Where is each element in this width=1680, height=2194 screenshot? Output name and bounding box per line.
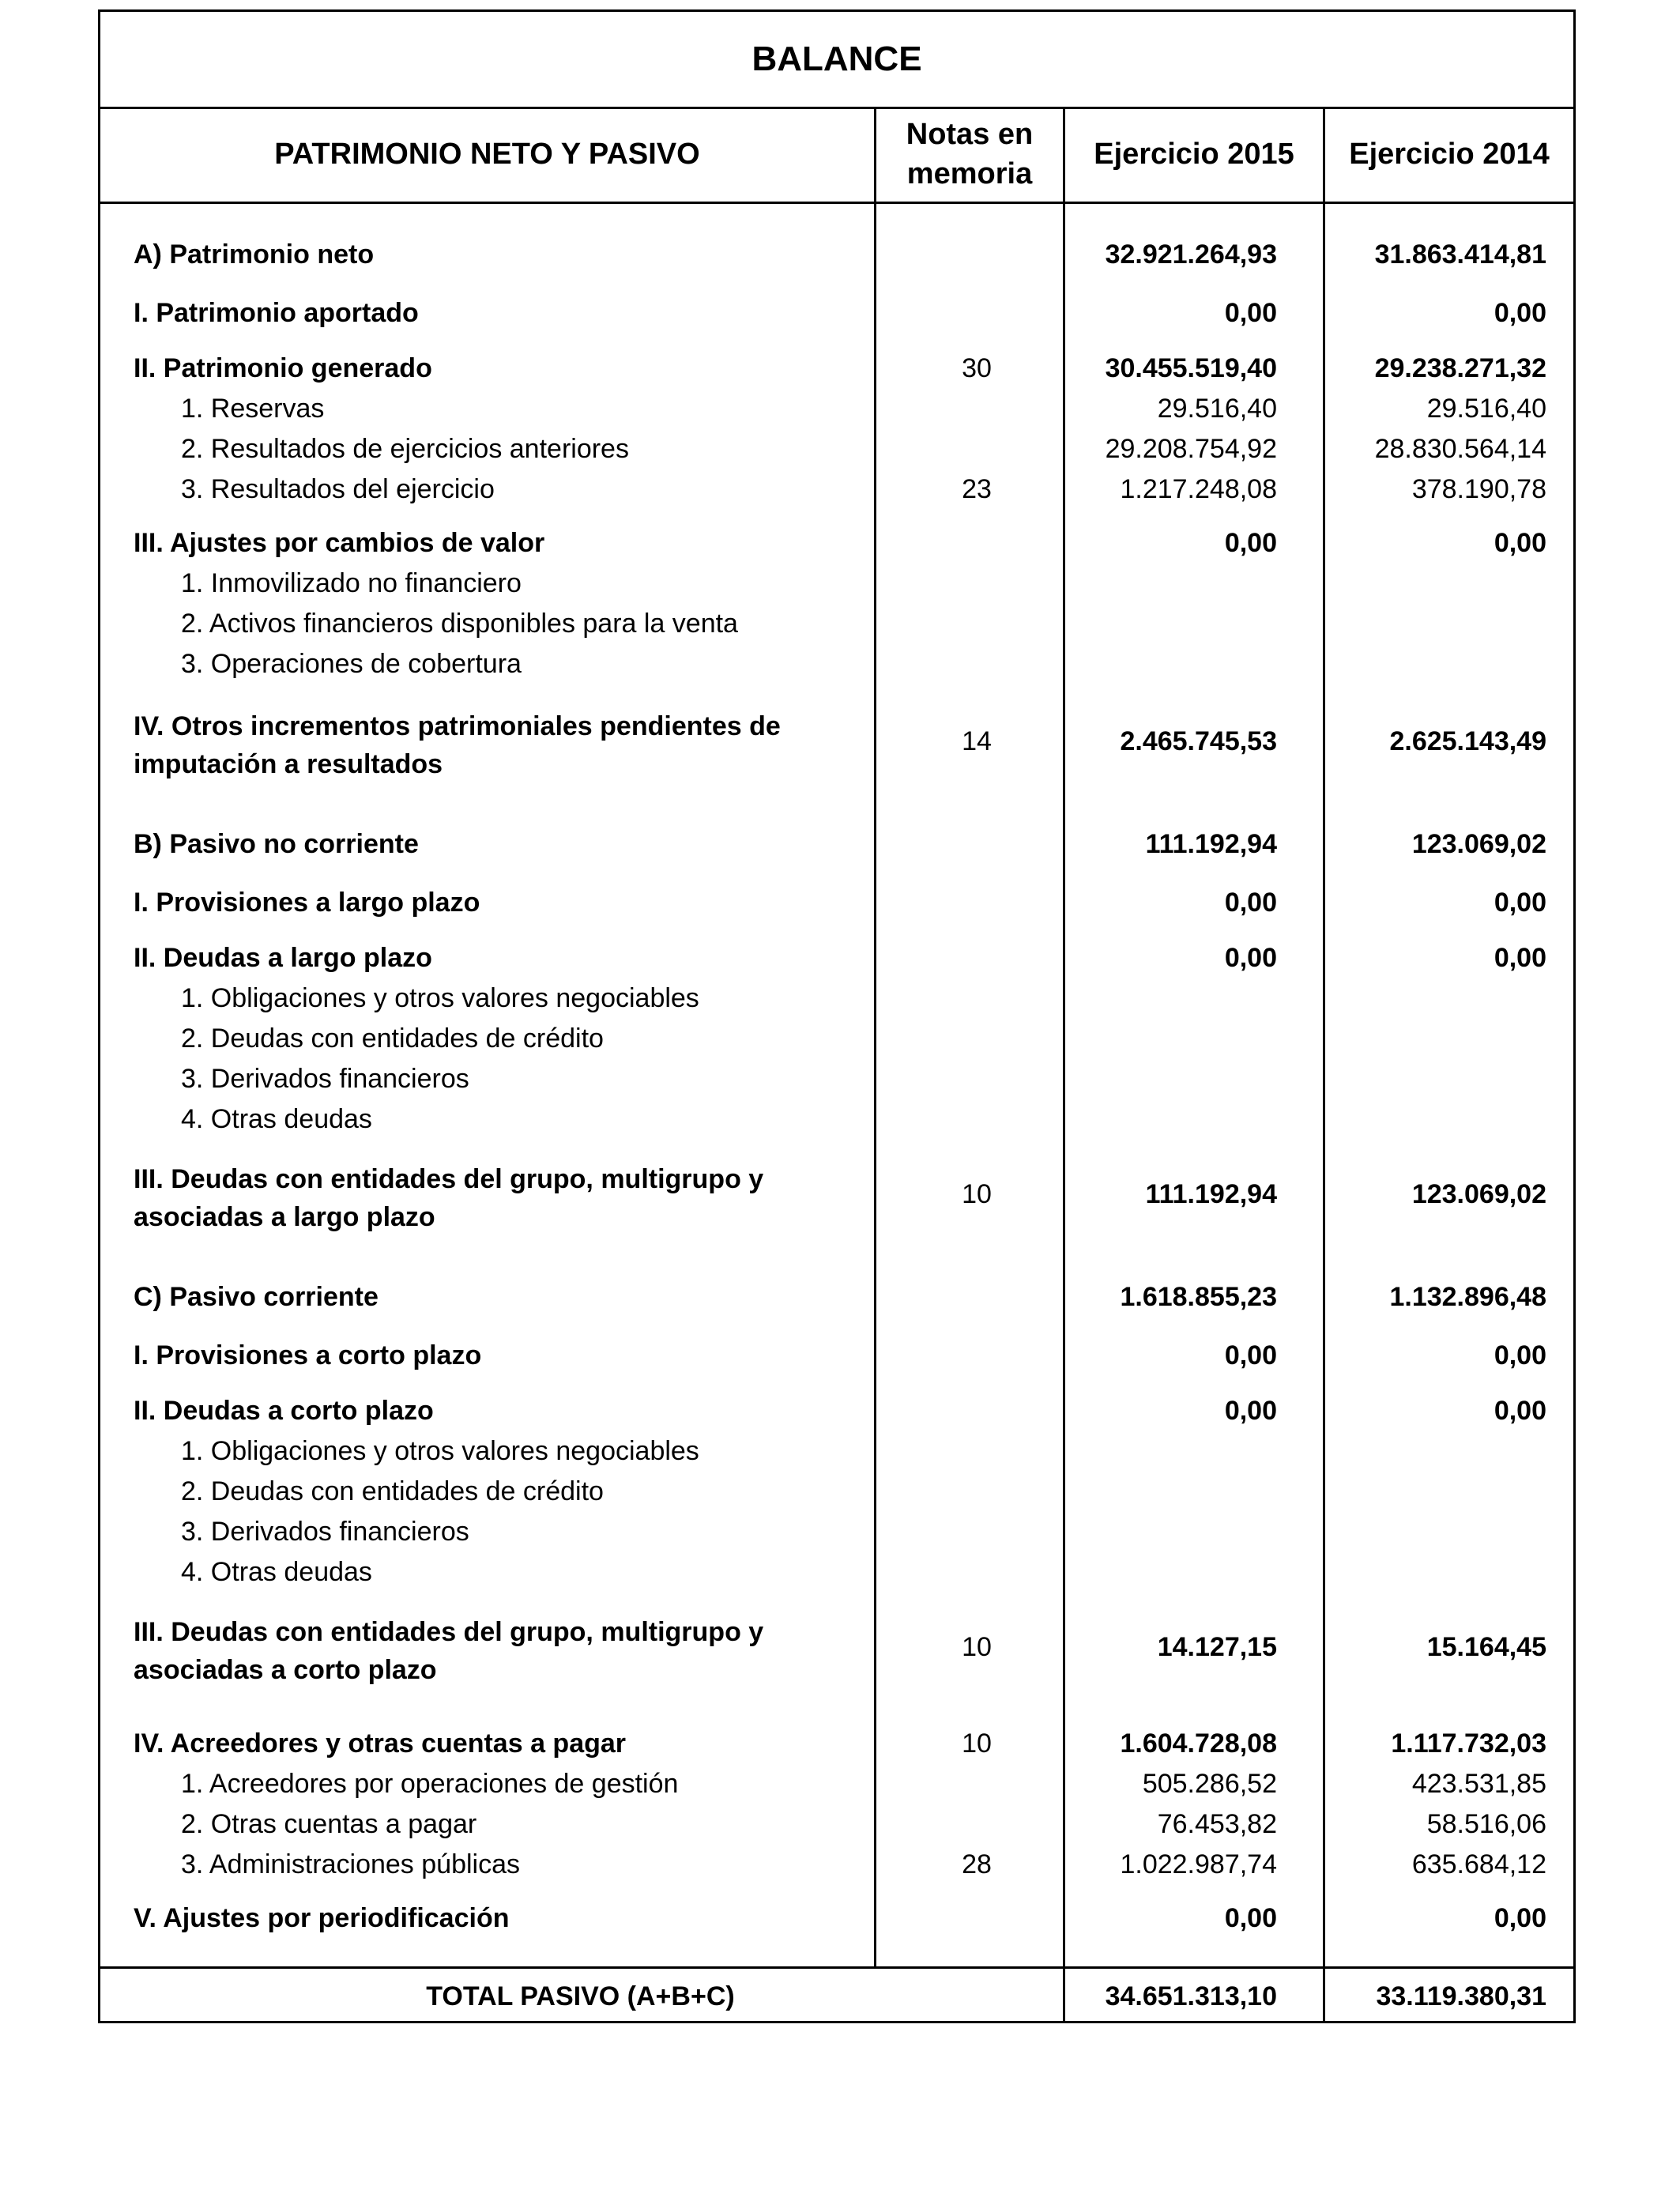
header-year-2014: Ejercicio 2014 bbox=[1349, 138, 1550, 171]
row-value-2014: 15.164,45 bbox=[1426, 1632, 1546, 1662]
row-label: I. Patrimonio aportado bbox=[134, 298, 419, 328]
row-value-2015: 29.208.754,92 bbox=[1105, 434, 1277, 464]
row-label: 1. Acreedores por operaciones de gestión bbox=[181, 1769, 679, 1799]
row-label: 1. Inmovilizado no financiero bbox=[181, 568, 522, 598]
row-value-2014: 58.516,06 bbox=[1426, 1809, 1546, 1839]
row-label: 2. Deudas con entidades de crédito bbox=[181, 1476, 604, 1506]
row-value-2015: 1.022.987,74 bbox=[1120, 1849, 1277, 1879]
col-divider-2014 bbox=[1323, 107, 1325, 2021]
row-value-2014: 123.069,02 bbox=[1411, 1179, 1546, 1209]
row-nota: 10 bbox=[962, 1179, 992, 1209]
row-value-2015: 32.921.264,93 bbox=[1105, 239, 1277, 270]
row-value-2015: 1.604.728,08 bbox=[1120, 1728, 1277, 1759]
row-value-2015: 0,00 bbox=[1224, 888, 1277, 918]
row-label: B) Pasivo no corriente bbox=[134, 829, 419, 859]
row-label: V. Ajustes por periodificación bbox=[134, 1903, 510, 1933]
row-label: 2. Resultados de ejercicios anteriores bbox=[181, 434, 629, 464]
row-nota: 10 bbox=[962, 1632, 992, 1662]
row-value-2014: 378.190,78 bbox=[1411, 474, 1546, 504]
row-label bbox=[134, 1613, 876, 1689]
row-value-2014: 29.238.271,32 bbox=[1374, 353, 1546, 383]
row-value-2014: 2.625.143,49 bbox=[1389, 726, 1546, 756]
row-value-2014: 635.684,12 bbox=[1411, 1849, 1546, 1879]
row-label: IV. Acreedores y otras cuentas a pagar bbox=[134, 1728, 627, 1759]
row-label: 3. Derivados financieros bbox=[181, 1064, 469, 1094]
row-value-2015: 14.127,15 bbox=[1157, 1632, 1277, 1662]
row-label: I. Provisiones a corto plazo bbox=[134, 1340, 482, 1370]
row-label: 3. Administraciones públicas bbox=[181, 1849, 521, 1879]
row-value-2015: 1.618.855,23 bbox=[1120, 1282, 1277, 1312]
row-value-2014: 0,00 bbox=[1494, 298, 1546, 328]
row-value-2014: 28.830.564,14 bbox=[1374, 434, 1546, 464]
total-row bbox=[100, 1969, 1573, 2021]
row-label-line2: imputación a resultados bbox=[134, 749, 443, 779]
row-nota: 10 bbox=[962, 1728, 992, 1759]
header-year-2015: Ejercicio 2015 bbox=[1094, 138, 1294, 171]
balance-table bbox=[98, 9, 1576, 2023]
row-value-2015: 0,00 bbox=[1224, 1396, 1277, 1426]
row-value-2014: 31.863.414,81 bbox=[1374, 239, 1546, 270]
row-value-2015: 1.217.248,08 bbox=[1120, 474, 1277, 504]
row-nota: 23 bbox=[962, 474, 992, 504]
row-value-2014: 0,00 bbox=[1494, 1340, 1546, 1370]
row-label: II. Deudas a corto plazo bbox=[134, 1396, 434, 1426]
row-value-2015: 29.516,40 bbox=[1157, 394, 1277, 424]
row-value-2015: 0,00 bbox=[1224, 1903, 1277, 1933]
row-label: 3. Operaciones de cobertura bbox=[181, 649, 522, 679]
row-value-2015: 0,00 bbox=[1224, 528, 1277, 558]
row-value-2014: 0,00 bbox=[1494, 888, 1546, 918]
row-value-2014: 0,00 bbox=[1494, 1903, 1546, 1933]
row-label: 4. Otras deudas bbox=[181, 1557, 372, 1587]
row-label-line2: asociadas a corto plazo bbox=[134, 1655, 437, 1685]
total-value-2014: 33.119.380,31 bbox=[1376, 1981, 1546, 2011]
row-label: II. Deudas a largo plazo bbox=[134, 943, 432, 973]
row-value-2015: 30.455.519,40 bbox=[1105, 353, 1277, 383]
row-label bbox=[134, 707, 876, 783]
row-value-2014: 1.132.896,48 bbox=[1389, 1282, 1546, 1312]
row-label: 4. Otras deudas bbox=[181, 1104, 372, 1134]
total-value-2015: 34.651.313,10 bbox=[1105, 1981, 1277, 2011]
row-value-2014: 1.117.732,03 bbox=[1391, 1728, 1546, 1759]
row-value-2014: 423.531,85 bbox=[1411, 1769, 1546, 1799]
row-label: 3. Resultados del ejercicio bbox=[181, 474, 495, 504]
row-label: A) Patrimonio neto bbox=[134, 239, 375, 270]
row-label: III. Ajustes por cambios de valor bbox=[134, 528, 545, 558]
row-label-line1: IV. Otros incrementos patrimoniales pendientes de bbox=[134, 711, 781, 741]
row-value-2015: 505.286,52 bbox=[1142, 1769, 1277, 1799]
row-label-line1: III. Deudas con entidades del grupo, multigrupo y bbox=[134, 1617, 764, 1647]
header-section: PATRIMONIO NETO Y PASIVO bbox=[274, 138, 700, 171]
row-label-line2: asociadas a largo plazo bbox=[134, 1202, 435, 1232]
row-value-2014: 123.069,02 bbox=[1411, 829, 1546, 859]
row-value-2015: 0,00 bbox=[1224, 298, 1277, 328]
row-label: 2. Deudas con entidades de crédito bbox=[181, 1023, 604, 1054]
row-value-2014: 0,00 bbox=[1494, 528, 1546, 558]
header-notas-line1: Notas en bbox=[906, 118, 1034, 151]
header-divider bbox=[100, 202, 1573, 204]
row-value-2015: 0,00 bbox=[1224, 1340, 1277, 1370]
row-label: II. Patrimonio generado bbox=[134, 353, 432, 383]
row-label: 1. Obligaciones y otros valores negociables bbox=[181, 983, 699, 1013]
row-value-2014: 0,00 bbox=[1494, 1396, 1546, 1426]
row-value-2015: 111.192,94 bbox=[1145, 829, 1277, 859]
header-notas-line2: memoria bbox=[906, 157, 1033, 190]
row-label: I. Provisiones a largo plazo bbox=[134, 888, 480, 918]
row-nota: 30 bbox=[962, 353, 992, 383]
row-value-2015: 2.465.745,53 bbox=[1120, 726, 1277, 756]
header-notas bbox=[876, 107, 1063, 202]
row-value-2015: 111.192,94 bbox=[1145, 1179, 1277, 1209]
row-label: 3. Derivados financieros bbox=[181, 1517, 469, 1547]
row-label: 2. Activos financieros disponibles para la venta bbox=[181, 609, 738, 639]
total-label: TOTAL PASIVO (A+B+C) bbox=[426, 1981, 735, 2011]
row-label: 1. Reservas bbox=[181, 394, 325, 424]
row-nota: 28 bbox=[962, 1849, 992, 1879]
row-label: 1. Obligaciones y otros valores negociables bbox=[181, 1436, 699, 1466]
row-label bbox=[134, 1160, 876, 1236]
row-label: C) Pasivo corriente bbox=[134, 1282, 379, 1312]
row-value-2015: 0,00 bbox=[1224, 943, 1277, 973]
row-value-2015: 76.453,82 bbox=[1157, 1809, 1277, 1839]
row-nota: 14 bbox=[962, 726, 992, 756]
row-label-line1: III. Deudas con entidades del grupo, multigrupo y bbox=[134, 1164, 764, 1194]
row-value-2014: 0,00 bbox=[1494, 943, 1546, 973]
row-value-2014: 29.516,40 bbox=[1426, 394, 1546, 424]
row-label: 2. Otras cuentas a pagar bbox=[181, 1809, 477, 1839]
page-title: BALANCE bbox=[100, 12, 1573, 109]
